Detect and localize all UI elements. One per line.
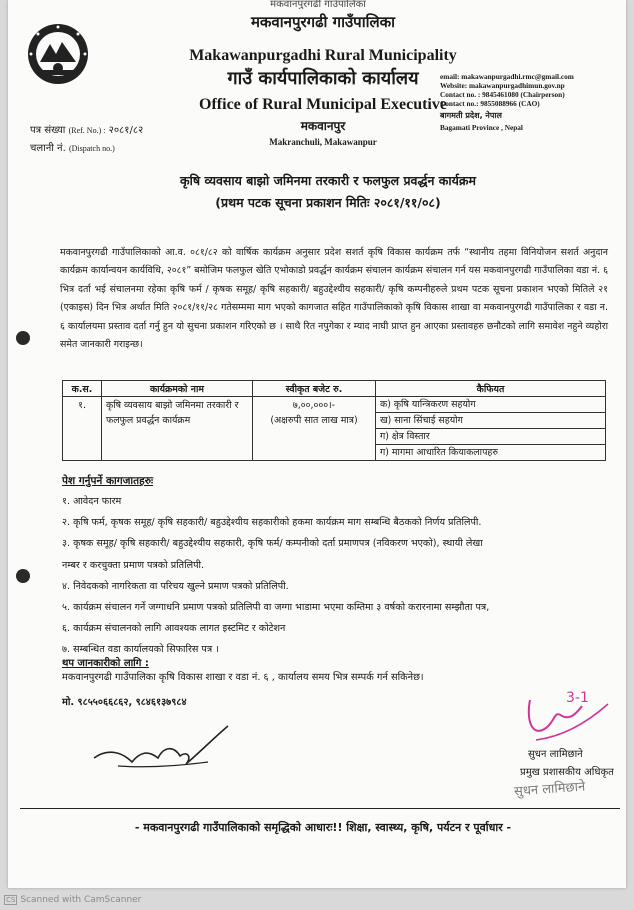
cell-sn: १.	[63, 397, 102, 461]
document-item: ६. कार्यक्रम संचालनको लागि आवश्यक लागत इस्टमिट र कोटेशन	[62, 623, 286, 635]
cell-remarks	[376, 397, 606, 461]
office-name-nepali: गाउँ कार्यपालिकाको कार्यालय	[227, 68, 419, 89]
document-item: ५. कार्यक्रम संचालन गर्ने जग्गाधनि प्रमाण पत्रको प्रतिलिपी वा जग्गा भाडामा भएमा कम्तिमा ३ वर्षको करारनामा सम्झौता पत्र,	[62, 602, 490, 614]
notice-subtitle: (प्रथम पटक सूचना प्रकाशन मितिः २०८१/११/०८)	[215, 195, 441, 210]
remark-item: ग) मागमा आधारित कियाकलापहरु	[380, 447, 498, 458]
contact-chairperson: Contact no. : 9845461080 (Chairperson)	[440, 90, 565, 99]
header-sn: क.स.	[63, 381, 102, 397]
official-stamp: सुधन लामिछाने	[513, 779, 586, 800]
province-nepali: बागमती प्रदेश, नेपाल	[440, 111, 502, 120]
camscanner-icon: CS	[6, 896, 16, 904]
header-budget: स्वीकृत बजेट रु.	[253, 381, 376, 397]
document-item: ४. निवेदकको नागरिकता वा परिचय खुल्ने प्रमाण पत्रको प्रतिलिपी.	[62, 580, 289, 592]
signatory-role: प्रमुख प्रशासकीय अधिकृत	[520, 767, 614, 778]
dispatch-number: चलानी नं. (Dispatch no.)	[30, 143, 115, 154]
municipality-name-nepali: मकवानपुरगढी गाउँपालिका	[250, 13, 396, 31]
address-english: Makranchuli, Makawanpur	[269, 137, 377, 147]
top-strip-text: मकवानपुरगढी गाउँपालिका	[270, 0, 366, 9]
cell-program-name: कृषि व्यवसाय बाझो जमिनमा तरकारी र फलफुल प्रवर्द्धन कार्यक्रम	[102, 397, 253, 461]
contact-block	[440, 72, 574, 132]
document-item: २. कृषि फर्म, कृषक समूह/ कृषि सहकारी/ बहुउद्देश्यीय सहकारीको हकमा कार्यक्रम माग सम्बन्धि बैठकको निर्णय प्रतिलिपी.	[62, 517, 482, 529]
document-item: ३. कृषक समूह/ कृषि सहकारी/ बहुउद्देश्यीय सहकारी, कृषि फर्म/ कम्पनीको दर्ता प्रमाणपत्र (नविकरण भएको), स्थायी लेखा	[62, 538, 483, 550]
more-info-title: थप जानकारीको लागि :	[62, 658, 149, 669]
document-item: ७. सम्बन्धित वडा कार्यालयको सिफारिस पत्र ।	[62, 644, 219, 656]
municipality-emblem-icon	[26, 22, 90, 86]
left-signature-icon	[88, 722, 238, 782]
date-mark: 3-1	[566, 690, 589, 706]
contact-cao: Contact no.: 9855088966 (CAO)	[440, 99, 540, 108]
document-item: नम्बर र करचुक्ता प्रमाण पत्रको प्रतिलिपी.	[62, 559, 205, 571]
remark-item: क) कृषि यान्त्रिकरण सहयोग	[376, 397, 605, 413]
email-text: email: makawanpurgadhi.rmc@gmail.com	[440, 72, 574, 81]
more-info-text: मकवानपुरगढी गाउँपालिका कृषि विकास शाखा र वडा नं. ६ , कार्यालय समय भित्र सम्पर्क गर्न सकिनेछ।	[62, 672, 424, 683]
table-row	[63, 397, 606, 461]
scanner-watermark: CS Scanned with CamScanner	[6, 895, 142, 905]
table-header-row	[63, 381, 606, 397]
signatory-name: सुधन लामिछाने	[528, 749, 583, 760]
notice-body: मकवानपुरगढी गाउँपालिकाको आ.व. ०८१/८२ को वार्षिक कार्यक्रम अनुसार प्रदेश सशर्त कृषि विकास कार्यक्रम तर्फ “स्थानीय तहमा विनियोजन सशर्त अनुदान कार्यक्रम कार्यान्वयन कार्यविधि, २०८१” बमोजिम फलफुल खेति एभोकाडो प्रवर्द्धन कार्यक्रम संचालन कार्यक्रम संचालन गर्न यस मकवानपुरगढी गाउँपालिका वडा नं. ६ भित्र दर्ता भई संचालनमा रहेका कृषि फर्म / कृषक समूह/ कृषि सहकारी/ बहुउद्देश्यीय सहकारी/ कृषि कम्पनीहरुले प्रथम पटक सूचना प्रकाशन भएको मितिले २१ (एकाइस) दिन भित्र अर्थात मिति २०८१/११/२८ गतेसम्ममा माग भएको कागजात सहित गाउँपालिकाको कृषि विकास शाखा वा मकवानपुरगढी गाउँपालिका र वडा न. ६ कार्यालयमा प्रस्ताव दर्ता गर्नु हुन यो सुचना प्रकाशन गरिएको छ । साथै रित नपुगेका र म्याद नाघी प्राप्त हुन आएका प्रस्तावहरु छनौटको लागि समावेश नहुने व्यहोरा समेत जानकारी गराइन्छ।	[60, 247, 608, 351]
header-program-name: कार्यक्रमको नाम	[102, 381, 253, 397]
footer-motto: - मकवानपुरगढी गाउँपालिकाको समृद्धिको आधारः!! शिक्षा, स्वास्थ्य, कृषि, पर्यटन र पूर्वाधार -	[134, 821, 512, 834]
documents-list	[62, 491, 612, 661]
budget-amount: ७,००,०००।-	[292, 400, 336, 411]
website-text: Website: makawanpurgadhimun.gov.np	[440, 81, 565, 90]
header-remarks: कैफियत	[376, 381, 606, 397]
remark-item: ग) क्षेत्र विस्तार	[376, 429, 605, 445]
phone-numbers: मो. ९८५५०६६८६२, ९८४६१३७९८४	[62, 697, 187, 708]
remark-item: ख) साना सिंचाई सहयोग	[376, 413, 605, 429]
footer-divider	[20, 808, 620, 809]
letter-page	[8, 0, 626, 888]
cell-budget	[253, 397, 376, 461]
reference-number: पत्र संख्या (Ref. No.) : २०८१/८२	[30, 125, 144, 136]
documents-title: पेश गर्नुपर्ने कागजातहरुः	[62, 475, 154, 487]
pink-signature-icon	[516, 680, 616, 750]
office-name-english: Office of Rural Municipal Executive	[199, 96, 447, 113]
punch-hole-icon	[16, 331, 30, 345]
program-table	[62, 380, 606, 461]
notice-title: कृषि व्यवसाय बाझो जमिनमा तरकारी र फलफुल प्रवर्द्धन कार्यक्रम	[180, 173, 476, 188]
province-english: Bagamati Province , Nepal	[440, 123, 523, 132]
document-item: १. आवेदन फारम	[62, 496, 122, 507]
budget-in-words: (अक्षरुपी सात लाख मात्र)	[270, 415, 358, 426]
municipality-name-english: Makawanpurgadhi Rural Municipality	[189, 47, 457, 64]
punch-hole-icon	[16, 569, 30, 583]
address-nepali: मकवानपुर	[300, 119, 346, 133]
